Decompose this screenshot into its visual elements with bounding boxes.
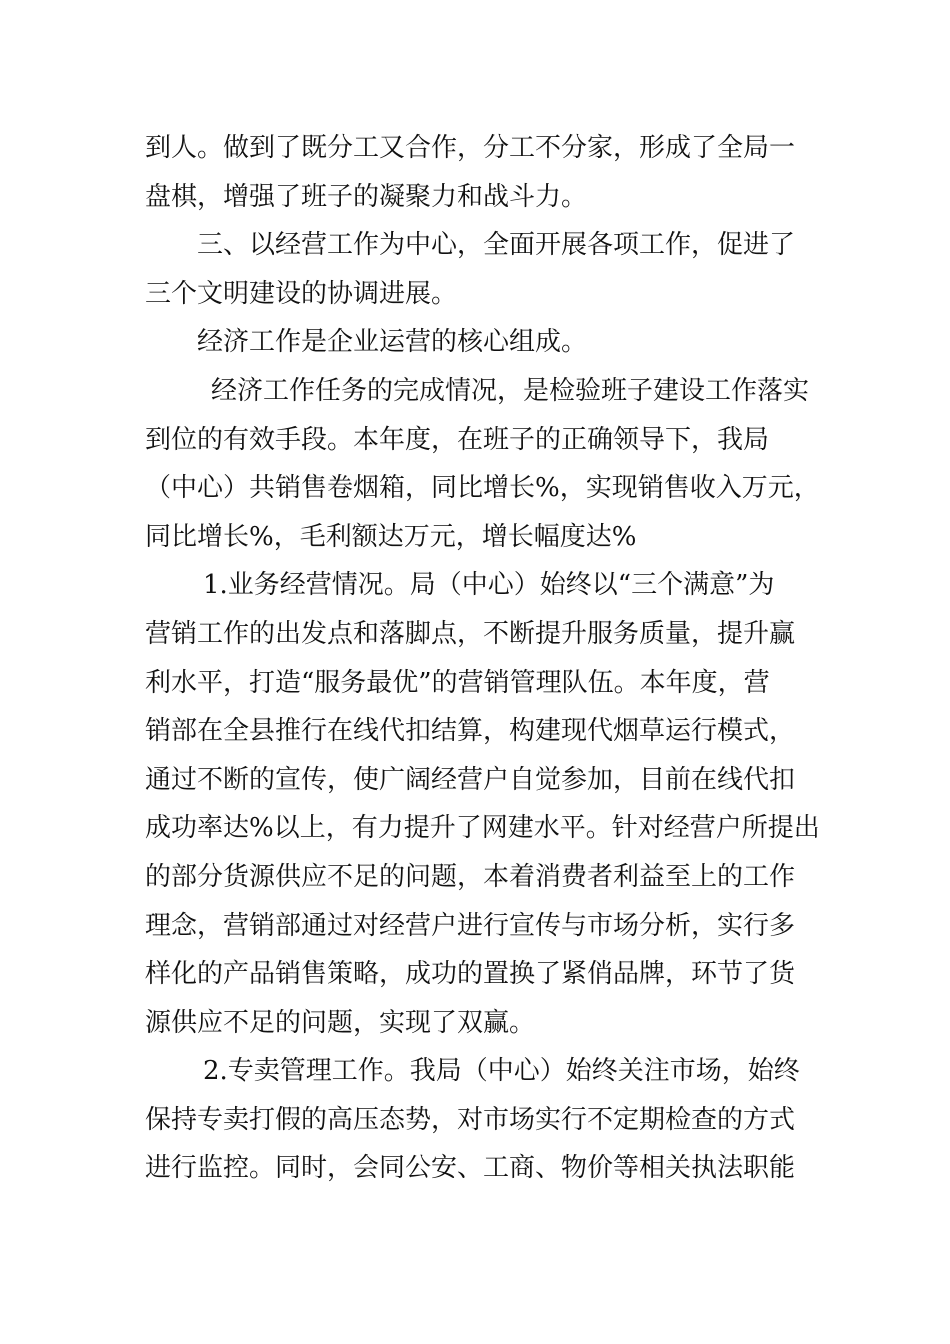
text-line: 利水平，打造“服务最优”的营销管理队伍。本年度，营 — [145, 667, 770, 698]
text-line: 三个文明建设的协调进展。 — [145, 278, 458, 309]
text-line: 进行监控。同时，会同公安、工商、物价等相关执法职能 — [145, 1153, 796, 1184]
text-line: 成功率达%以上，有力提升了网建水平。针对经营户所提出 — [145, 813, 820, 844]
text-line: 销部在全县推行在线代扣结算，构建现代烟草运行模式， — [145, 716, 796, 747]
text-line: 通过不断的宣传，使广阔经营户自觉参加，目前在线代扣 — [145, 764, 796, 795]
text-line: 到位的有效手段。本年度，在班子的正确领导下，我局 — [145, 424, 770, 455]
text-line: （中心）共销售卷烟箱，同比增长%，实现销售收入万元， — [145, 473, 820, 504]
text-line: 样化的产品销售策略，成功的置换了紧俏品牌，环节了货 — [145, 959, 796, 990]
text-line: 保持专卖打假的高压态势，对市场实行不定期检查的方式 — [145, 1104, 796, 1135]
text-line: 源供应不足的问题，实现了双赢。 — [145, 1007, 536, 1038]
item-heading: 1.业务经营情况。局（中心）始终以“三个满意”为 — [203, 570, 775, 601]
document-body — [145, 124, 820, 1193]
paragraph-line: 经济工作是企业运营的核心组成。 — [197, 327, 588, 358]
item-heading: 2.专卖管理工作。我局（中心）始终关注市场，始终 — [203, 1056, 800, 1087]
text-line: 营销工作的出发点和落脚点，不断提升服务质量，提升赢 — [145, 618, 796, 649]
text-line: 到人。做到了既分工又合作，分工不分家，形成了全局一 — [145, 133, 796, 163]
text-line: 的部分货源供应不足的问题，本着消费者利益至上的工作 — [145, 861, 796, 892]
section-heading: 三、以经营工作为中心，全面开展各项工作，促进了 — [197, 230, 796, 261]
text-line: 盘棋，增强了班子的凝聚力和战斗力。 — [145, 181, 588, 212]
text-line: 同比增长%，毛利额达万元，增长幅度达% — [145, 521, 637, 552]
paragraph-line: 经济工作任务的完成情况，是检验班子建设工作落实 — [211, 375, 810, 406]
text-line: 理念，营销部通过对经营户进行宣传与市场分析，实行多 — [145, 910, 796, 941]
